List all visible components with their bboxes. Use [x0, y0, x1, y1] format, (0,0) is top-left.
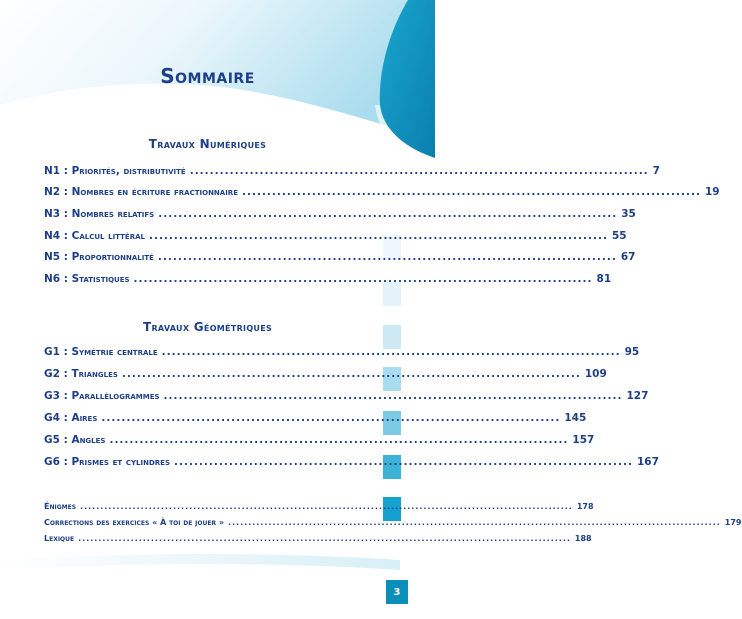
toc-entry[interactable] [44, 165, 660, 181]
toc-code: G2 : [44, 368, 68, 380]
toc-label: Nombres relatifs [71, 208, 155, 220]
toc-code: N6 : [44, 273, 68, 285]
toc-page: 145 [564, 412, 587, 424]
toc-leader: ............................................................................................ [241, 186, 701, 198]
toc-code: G4 : [44, 412, 68, 424]
toc-code: N1 : [44, 165, 68, 177]
toc-label: Aires [71, 412, 98, 424]
toc-page: 178 [576, 502, 594, 511]
toc-code: G3 : [44, 390, 68, 402]
toc-page: 127 [626, 390, 649, 402]
toc-leader: ............................................................................................ [121, 368, 581, 380]
toc-entry[interactable] [44, 456, 659, 472]
toc-entry[interactable] [44, 186, 720, 202]
toc-label: Angles [71, 434, 106, 446]
toc-entry[interactable] [44, 434, 595, 450]
toc-extra-entry[interactable] [44, 502, 594, 518]
toc-label: Lexique [44, 534, 75, 543]
toc-leader: ............................................................................................ [161, 346, 621, 358]
toc-leader: ............................................................................................ [189, 165, 649, 177]
toc-code: G1 : [44, 346, 68, 358]
toc-entry[interactable] [44, 230, 627, 246]
toc-leader: ............................................................................................ [101, 412, 561, 424]
toc-entry[interactable] [44, 390, 649, 406]
toc-leader: ............................................................................................ [157, 251, 617, 263]
toc-extra-entry[interactable] [44, 518, 742, 534]
section-heading-geometriques: Travaux Géométriques [142, 320, 273, 334]
toc-label: Statistiques [71, 273, 130, 285]
toc-page: 109 [584, 368, 607, 380]
toc-page: 179 [724, 518, 742, 527]
toc-label: Proportionnalité [71, 251, 154, 263]
toc-page: 81 [596, 273, 612, 285]
toc-label: Priorités, distributivité [71, 165, 186, 177]
toc-leader: .......................................................................................................................... [80, 502, 573, 511]
toc-extra-entry[interactable] [44, 534, 592, 550]
toc-label: Nombres en écriture fractionnaire [71, 186, 238, 198]
toc-page: 35 [621, 208, 636, 220]
toc-page: 157 [572, 434, 595, 446]
toc-label: Énigmes [44, 502, 77, 511]
toc-entry[interactable] [44, 273, 612, 289]
toc-entry[interactable] [44, 346, 640, 362]
toc-code: G6 : [44, 456, 68, 468]
toc-page: 188 [574, 534, 592, 543]
toc-page: 19 [704, 186, 720, 198]
toc-page: 7 [652, 165, 660, 177]
toc-label: Calcul littéral [71, 230, 145, 242]
toc-page: 167 [636, 456, 659, 468]
toc-leader: ............................................................................................ [158, 208, 618, 220]
toc-leader: ............................................................................................ [133, 273, 593, 285]
toc-label: Prismes et cylindres [71, 456, 170, 468]
toc-code: N3 : [44, 208, 68, 220]
toc-leader: ............................................................................................ [109, 434, 569, 446]
toc-label: Triangles [71, 368, 118, 380]
toc-page: 55 [611, 230, 627, 242]
toc-code: G5 : [44, 434, 68, 446]
toc-leader: ............................................................................................ [163, 390, 623, 402]
toc-entry[interactable] [44, 208, 636, 224]
toc-leader: .......................................................................................................................... [228, 518, 721, 527]
page-number: 3 [386, 580, 408, 604]
toc-label: Symétrie centrale [71, 346, 158, 358]
toc-leader: ............................................................................................ [173, 456, 633, 468]
toc-label: Corrections des exercices « À toi de jouer » [44, 518, 225, 527]
toc-entry[interactable] [44, 412, 587, 428]
page-title: Sommaire [160, 64, 255, 88]
toc-page: 67 [620, 251, 636, 263]
toc-code: N5 : [44, 251, 68, 263]
toc-code: N4 : [44, 230, 68, 242]
toc-entry[interactable] [44, 251, 636, 267]
toc-entry[interactable] [44, 368, 607, 384]
toc-code: N2 : [44, 186, 68, 198]
toc-label: Parallélogrammes [71, 390, 160, 402]
toc-leader: .......................................................................................................................... [78, 534, 571, 543]
toc-page: 95 [624, 346, 640, 358]
toc-leader: ............................................................................................ [148, 230, 608, 242]
section-heading-numeriques: Travaux Numériques [148, 137, 267, 151]
